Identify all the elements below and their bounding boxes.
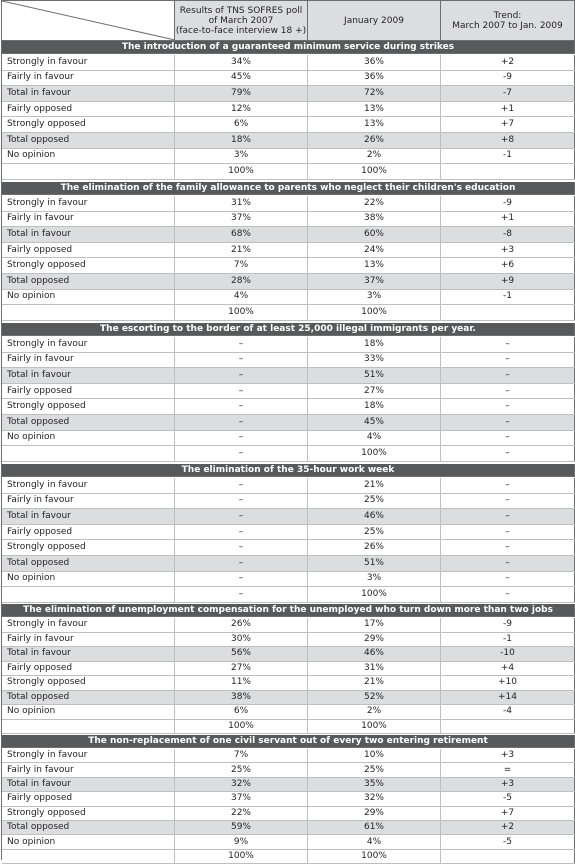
january-2009-value: 51% xyxy=(308,556,441,571)
table-row xyxy=(2,749,575,763)
table-row xyxy=(2,212,575,228)
march-2007-value: – xyxy=(175,525,308,540)
row-label: Total opposed xyxy=(2,133,175,148)
trend-value: +3 xyxy=(441,749,575,762)
january-2009-value: 72% xyxy=(308,86,441,101)
january-2009-value: 38% xyxy=(308,212,441,227)
march-2007-value: – xyxy=(175,431,308,446)
table-row xyxy=(2,446,575,462)
march-2007-value: 3% xyxy=(175,149,308,164)
january-2009-value: 46% xyxy=(308,647,441,661)
january-2009-value: 60% xyxy=(308,227,441,242)
row-label: Strongly opposed xyxy=(2,676,175,690)
table-row xyxy=(2,494,575,510)
march-2007-value: 100% xyxy=(175,720,308,734)
row-label: Fairly in favour xyxy=(2,763,175,776)
row-label: Fairly opposed xyxy=(2,102,175,117)
january-2009-value: 21% xyxy=(308,676,441,690)
trend-value: – xyxy=(441,587,575,602)
march-2007-value: 11% xyxy=(175,676,308,690)
row-label: Strongly opposed xyxy=(2,399,175,414)
january-2009-value: 100% xyxy=(308,850,441,863)
table-row xyxy=(2,55,575,71)
january-2009-value: 100% xyxy=(308,305,441,320)
trend-value xyxy=(441,305,575,320)
row-label: Fairly opposed xyxy=(2,384,175,399)
march-2007-value: – xyxy=(175,384,308,399)
march-2007-value: 45% xyxy=(175,71,308,86)
january-2009-value: 22% xyxy=(308,196,441,211)
table-row xyxy=(2,705,575,720)
table-row xyxy=(2,399,575,415)
january-2009-value: 36% xyxy=(308,55,441,70)
january-2009-value: 100% xyxy=(308,720,441,734)
table-row xyxy=(2,821,575,835)
march-2007-value: 18% xyxy=(175,133,308,148)
march-2007-value: – xyxy=(175,587,308,602)
section-title: The non-replacement of one civil servant out of every two entering retirement xyxy=(2,735,575,748)
march-2007-value: – xyxy=(175,337,308,352)
march-2007-value: 31% xyxy=(175,196,308,211)
row-label: Total in favour xyxy=(2,509,175,524)
table-row xyxy=(2,676,575,691)
trend-value: -9 xyxy=(441,71,575,86)
trend-value: – xyxy=(441,337,575,352)
march-2007-value: – xyxy=(175,540,308,555)
row-label xyxy=(2,720,175,734)
march-2007-value: 12% xyxy=(175,102,308,117)
march-2007-value: 7% xyxy=(175,258,308,273)
header-march-2007 xyxy=(175,1,308,40)
march-2007-value: – xyxy=(175,415,308,430)
trend-value: +3 xyxy=(441,778,575,791)
table-header xyxy=(2,1,575,41)
trend-value: -7 xyxy=(441,86,575,101)
march-2007-value: – xyxy=(175,353,308,368)
row-label: Fairly in favour xyxy=(2,494,175,509)
trend-value: -9 xyxy=(441,618,575,632)
trend-value: – xyxy=(441,494,575,509)
row-label: Fairly opposed xyxy=(2,243,175,258)
table-row xyxy=(2,572,575,588)
trend-value: – xyxy=(441,509,575,524)
row-label: Total opposed xyxy=(2,691,175,705)
trend-value: – xyxy=(441,368,575,383)
table-row xyxy=(2,368,575,384)
trend-value: -8 xyxy=(441,227,575,242)
trend-value: +1 xyxy=(441,212,575,227)
trend-value: -1 xyxy=(441,149,575,164)
january-2009-value: 18% xyxy=(308,337,441,352)
january-2009-value: 27% xyxy=(308,384,441,399)
table-row xyxy=(2,431,575,447)
row-label: Fairly opposed xyxy=(2,525,175,540)
trend-value: +1 xyxy=(441,102,575,117)
table-row xyxy=(2,509,575,525)
header-col2-line1: January 2009 xyxy=(344,15,404,26)
january-2009-value: 52% xyxy=(308,691,441,705)
row-label: No opinion xyxy=(2,705,175,719)
trend-value: +2 xyxy=(441,821,575,834)
trend-value: +7 xyxy=(441,117,575,132)
row-label: Strongly in favour xyxy=(2,478,175,493)
section-title: The elimination of the 35-hour work week xyxy=(2,464,575,477)
january-2009-value: 37% xyxy=(308,274,441,289)
table-row xyxy=(2,149,575,165)
section-title: The elimination of unemployment compensation for the unemployed who turn down more than two jobs xyxy=(2,604,575,617)
trend-value: – xyxy=(441,556,575,571)
january-2009-value: 24% xyxy=(308,243,441,258)
trend-value: -10 xyxy=(441,647,575,661)
january-2009-value: 100% xyxy=(308,446,441,461)
row-label: No opinion xyxy=(2,431,175,446)
table-row xyxy=(2,117,575,133)
table-row xyxy=(2,633,575,648)
row-label xyxy=(2,446,175,461)
january-2009-value: 31% xyxy=(308,662,441,676)
table-row xyxy=(2,102,575,118)
table-row xyxy=(2,353,575,369)
trend-value xyxy=(441,720,575,734)
table-row xyxy=(2,415,575,431)
march-2007-value: 9% xyxy=(175,835,308,848)
table-row xyxy=(2,86,575,102)
march-2007-value: 68% xyxy=(175,227,308,242)
january-2009-value: 26% xyxy=(308,540,441,555)
trend-value: -5 xyxy=(441,792,575,805)
header-trend xyxy=(441,1,575,40)
march-2007-value: 100% xyxy=(175,850,308,863)
row-label: Fairly opposed xyxy=(2,792,175,805)
row-label: Fairly opposed xyxy=(2,662,175,676)
march-2007-value: 6% xyxy=(175,117,308,132)
table-row xyxy=(2,258,575,274)
march-2007-value: 27% xyxy=(175,662,308,676)
january-2009-value: 3% xyxy=(308,290,441,305)
table-row xyxy=(2,71,575,87)
table-row xyxy=(2,763,575,777)
trend-value: +3 xyxy=(441,243,575,258)
table-row xyxy=(2,792,575,806)
trend-value: -4 xyxy=(441,705,575,719)
trend-value: – xyxy=(441,399,575,414)
march-2007-value: – xyxy=(175,368,308,383)
poll-results-table xyxy=(1,0,575,860)
march-2007-value: 30% xyxy=(175,633,308,647)
trend-value xyxy=(441,164,575,179)
march-2007-value: – xyxy=(175,399,308,414)
march-2007-value: 59% xyxy=(175,821,308,834)
january-2009-value: 10% xyxy=(308,749,441,762)
table-row xyxy=(2,556,575,572)
january-2009-value: 3% xyxy=(308,572,441,587)
row-label: No opinion xyxy=(2,572,175,587)
january-2009-value: 32% xyxy=(308,792,441,805)
table-row xyxy=(2,164,575,180)
january-2009-value: 29% xyxy=(308,633,441,647)
trend-value: -9 xyxy=(441,196,575,211)
table-row xyxy=(2,850,575,864)
january-2009-value: 13% xyxy=(308,102,441,117)
january-2009-value: 4% xyxy=(308,835,441,848)
table-row xyxy=(2,384,575,400)
row-label: Strongly opposed xyxy=(2,258,175,273)
table-row xyxy=(2,227,575,243)
march-2007-value: 28% xyxy=(175,274,308,289)
row-label: Strongly in favour xyxy=(2,749,175,762)
march-2007-value: 79% xyxy=(175,86,308,101)
table-row xyxy=(2,337,575,353)
row-label: Total opposed xyxy=(2,415,175,430)
row-label: No opinion xyxy=(2,290,175,305)
march-2007-value: – xyxy=(175,509,308,524)
trend-value: +2 xyxy=(441,55,575,70)
march-2007-value: 21% xyxy=(175,243,308,258)
row-label: Strongly in favour xyxy=(2,55,175,70)
january-2009-value: 2% xyxy=(308,149,441,164)
trend-value: – xyxy=(441,431,575,446)
trend-value: – xyxy=(441,415,575,430)
january-2009-value: 13% xyxy=(308,258,441,273)
header-col1-line3: (face-to-face interview 18 +) xyxy=(175,25,307,36)
table-row xyxy=(2,778,575,792)
table-row xyxy=(2,662,575,677)
table-row xyxy=(2,478,575,494)
march-2007-value: 100% xyxy=(175,305,308,320)
row-label xyxy=(2,164,175,179)
trend-value: +7 xyxy=(441,807,575,820)
section-title: The elimination of the family allowance to parents who neglect their children's education xyxy=(2,182,575,195)
march-2007-value: 6% xyxy=(175,705,308,719)
trend-value xyxy=(441,850,575,863)
march-2007-value: – xyxy=(175,446,308,461)
table-row xyxy=(2,647,575,662)
row-label: Strongly opposed xyxy=(2,540,175,555)
january-2009-value: 26% xyxy=(308,133,441,148)
row-label: Total opposed xyxy=(2,556,175,571)
march-2007-value: 25% xyxy=(175,763,308,776)
trend-value: +10 xyxy=(441,676,575,690)
row-label xyxy=(2,305,175,320)
row-label: Strongly in favour xyxy=(2,196,175,211)
march-2007-value: – xyxy=(175,478,308,493)
table-row xyxy=(2,540,575,556)
header-col1-line2: of March 2007 xyxy=(208,15,274,26)
row-label: No opinion xyxy=(2,835,175,848)
march-2007-value: – xyxy=(175,556,308,571)
january-2009-value: 35% xyxy=(308,778,441,791)
row-label: Strongly in favour xyxy=(2,618,175,632)
row-label: Total opposed xyxy=(2,274,175,289)
row-label: Fairly in favour xyxy=(2,71,175,86)
table-row xyxy=(2,274,575,290)
march-2007-value: 4% xyxy=(175,290,308,305)
trend-value: +14 xyxy=(441,691,575,705)
table-row xyxy=(2,807,575,821)
trend-value: – xyxy=(441,525,575,540)
january-2009-value: 21% xyxy=(308,478,441,493)
section-title: The introduction of a guaranteed minimum service during strikes xyxy=(2,41,575,54)
row-label: Strongly opposed xyxy=(2,807,175,820)
trend-value: +4 xyxy=(441,662,575,676)
table-row xyxy=(2,243,575,259)
march-2007-value: 32% xyxy=(175,778,308,791)
trend-value: +9 xyxy=(441,274,575,289)
march-2007-value: 38% xyxy=(175,691,308,705)
march-2007-value: 22% xyxy=(175,807,308,820)
row-label xyxy=(2,850,175,863)
january-2009-value: 100% xyxy=(308,164,441,179)
january-2009-value: 36% xyxy=(308,71,441,86)
row-label: Total opposed xyxy=(2,821,175,834)
row-label: Total in favour xyxy=(2,778,175,791)
march-2007-value: 26% xyxy=(175,618,308,632)
row-label: No opinion xyxy=(2,149,175,164)
trend-value: +6 xyxy=(441,258,575,273)
trend-value: – xyxy=(441,572,575,587)
trend-value: – xyxy=(441,384,575,399)
table-row xyxy=(2,305,575,321)
diagonal-divider-icon xyxy=(2,1,175,40)
january-2009-value: 17% xyxy=(308,618,441,632)
table-row xyxy=(2,196,575,212)
table-row xyxy=(2,720,575,735)
row-label: Total in favour xyxy=(2,647,175,661)
trend-value: – xyxy=(441,540,575,555)
header-corner-cell xyxy=(2,1,175,40)
march-2007-value: 100% xyxy=(175,164,308,179)
march-2007-value: 34% xyxy=(175,55,308,70)
section-title: The escorting to the border of at least 25,000 illegal immigrants per year. xyxy=(2,323,575,336)
row-label: Total in favour xyxy=(2,86,175,101)
january-2009-value: 4% xyxy=(308,431,441,446)
table-row xyxy=(2,835,575,849)
january-2009-value: 2% xyxy=(308,705,441,719)
january-2009-value: 33% xyxy=(308,353,441,368)
row-label: Strongly in favour xyxy=(2,337,175,352)
january-2009-value: 46% xyxy=(308,509,441,524)
january-2009-value: 13% xyxy=(308,117,441,132)
january-2009-value: 61% xyxy=(308,821,441,834)
january-2009-value: 25% xyxy=(308,763,441,776)
row-label: Fairly in favour xyxy=(2,633,175,647)
trend-value: – xyxy=(441,446,575,461)
march-2007-value: 7% xyxy=(175,749,308,762)
january-2009-value: 18% xyxy=(308,399,441,414)
march-2007-value: – xyxy=(175,494,308,509)
trend-value: -1 xyxy=(441,633,575,647)
march-2007-value: 37% xyxy=(175,212,308,227)
march-2007-value: – xyxy=(175,572,308,587)
trend-value: – xyxy=(441,353,575,368)
january-2009-value: 100% xyxy=(308,587,441,602)
row-label: Total in favour xyxy=(2,368,175,383)
january-2009-value: 51% xyxy=(308,368,441,383)
header-col3-line2: March 2007 to Jan. 2009 xyxy=(452,20,563,31)
table-row xyxy=(2,525,575,541)
trend-value: -5 xyxy=(441,835,575,848)
trend-value: +8 xyxy=(441,133,575,148)
january-2009-value: 25% xyxy=(308,494,441,509)
january-2009-value: 25% xyxy=(308,525,441,540)
header-col1-line1: Results of TNS SOFRES poll xyxy=(179,5,303,16)
table-row xyxy=(2,618,575,633)
table-row xyxy=(2,587,575,603)
row-label xyxy=(2,587,175,602)
trend-value: = xyxy=(441,763,575,776)
trend-value: -1 xyxy=(441,290,575,305)
row-label: Fairly in favour xyxy=(2,212,175,227)
row-label: Fairly in favour xyxy=(2,353,175,368)
march-2007-value: 37% xyxy=(175,792,308,805)
row-label: Total in favour xyxy=(2,227,175,242)
march-2007-value: 56% xyxy=(175,647,308,661)
january-2009-value: 29% xyxy=(308,807,441,820)
header-january-2009 xyxy=(308,1,441,40)
trend-value: – xyxy=(441,478,575,493)
table-row xyxy=(2,290,575,306)
header-col3-line1: Trend: xyxy=(493,10,522,21)
table-row xyxy=(2,691,575,706)
january-2009-value: 45% xyxy=(308,415,441,430)
row-label: Strongly opposed xyxy=(2,117,175,132)
table-row xyxy=(2,133,575,149)
